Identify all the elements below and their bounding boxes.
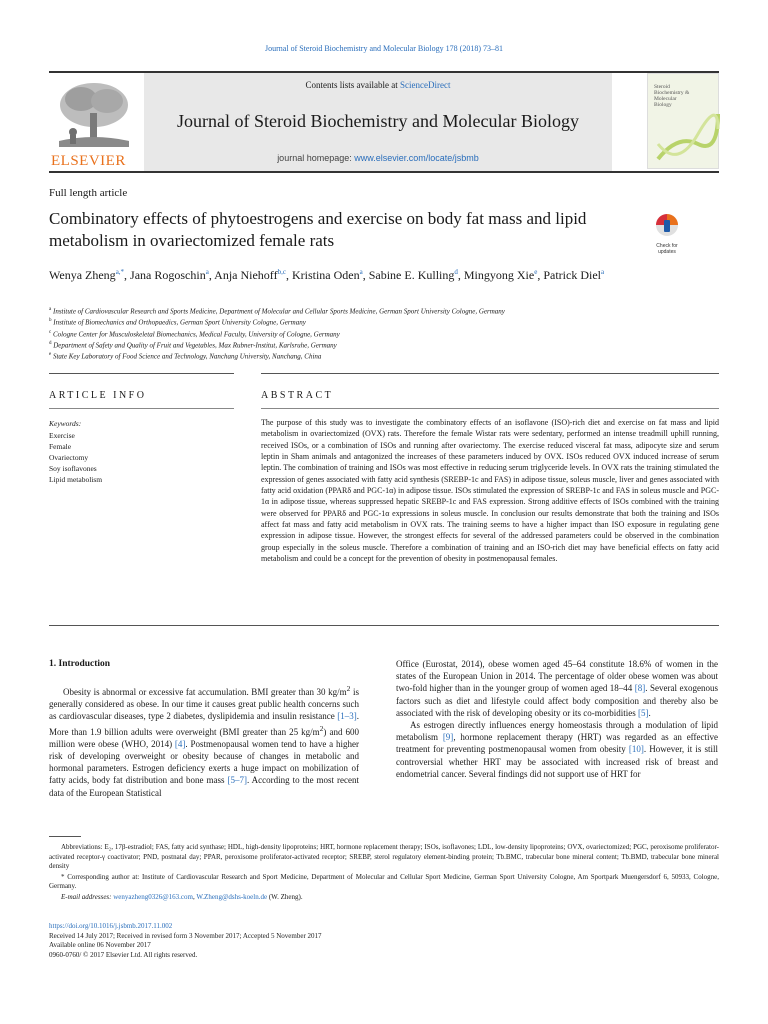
citation-link[interactable]: [9] <box>442 732 454 743</box>
cover-title <box>654 84 689 108</box>
abstract-heading: ABSTRACT <box>261 390 334 401</box>
keyword: Soy isoflavones <box>49 464 97 473</box>
author-affiliation-marker[interactable]: b,c <box>277 268 286 276</box>
affiliations <box>49 305 669 362</box>
author-affiliation-marker[interactable]: e <box>534 268 538 276</box>
author-name[interactable]: Mingyong Xie <box>463 268 535 282</box>
author-name[interactable]: Anja Niehoff <box>214 268 278 282</box>
corresponding-author-footnote: * Corresponding author at: Institute of Cardiovascular Research and Sport Medicine, Department of Molecular and Cellular Sport Medicine, German Sport University Cologne, Am Sportpark Muengersdorf 6, 50933, Cologne, Germany. <box>49 872 719 890</box>
divider <box>49 408 234 409</box>
article-info-heading: ARTICLE INFO <box>49 390 147 401</box>
crossmark-icon <box>650 212 684 238</box>
author-affiliation-marker[interactable]: d <box>454 268 458 276</box>
keyword: Female <box>49 442 72 451</box>
author-name[interactable]: Jana Rogoschin <box>130 268 206 282</box>
publication-info <box>49 922 322 960</box>
paragraph: Office (Eurostat, 2014), obese women aged 45–64 constitute 18.6% of women in the states of the European Union in 2014. The percentage of older obese women was about two-fold higher than in the younger group of women aged 18–44 [8]. Several exogenous factors such as diet and lifestyle could affect body composition and thereby also be associated with the risk of developing obesity or its co-morbidities [5]. <box>396 659 718 718</box>
sciencedirect-link[interactable]: ScienceDirect <box>400 80 451 90</box>
contents-prefix: Contents lists available at <box>305 80 400 90</box>
affiliation: $^a$ Institute of Cardiovascular Research and Sports Medicine, Department of Molecular and Cellular Sports Medicine, German Sport University Cologne, Germany <box>49 307 505 316</box>
abbreviations-footnote: Abbreviations: E₂, 17β-estradiol; FAS, fatty acid synthase; HDL, high-density lipoproteins; HRT, hormone replacement therapy; ISOs, isoflavones; LDL, low-density lipoproteins; OVX, ovariectomized; PGC, peroxisome proliferator-activated receptor-γ coactivator; PND, postnatal day; PPAR, peroxisome proliferator-activated receptor; SREBP, sterol regulatory element-binding protein; Tb.BMC, trabecular bone mineral content; Tb.BMD, trabecular bone mineral density <box>49 843 719 870</box>
divider <box>261 408 719 409</box>
crossmark-label: Check for updates <box>656 243 678 255</box>
copyright: 0960-0760/ © 2017 Elsevier Ltd. All rights reserved. <box>49 950 198 959</box>
author-affiliation-marker[interactable]: a,* <box>115 268 125 276</box>
homepage-prefix: journal homepage: <box>277 153 355 163</box>
journal-reference[interactable]: Journal of Steroid Biochemistry and Molecular Biology 178 (2018) 73–81 <box>265 44 503 53</box>
homepage-link[interactable]: www.elsevier.com/locate/jsbmb <box>354 153 479 163</box>
keyword: Lipid metabolism <box>49 475 103 484</box>
journal-homepage <box>144 153 612 163</box>
divider <box>49 373 234 374</box>
elsevier-wordmark: ELSEVIER <box>51 153 126 169</box>
keyword-list <box>49 430 102 485</box>
affiliation: $^e$ State Key Laboratory of Food Science and Technology, Nanchang University, Nanchang, China <box>49 352 322 361</box>
keywords-label: Keywords: <box>49 419 82 428</box>
online-date: Available online 06 November 2017 <box>49 941 151 949</box>
author-list: Wenya Zheng$^{a,*}$, Jana Rogoschin$^a$, Anja Niehoff$^{b,c}$, Kristina Oden$^a$, Sabine E. Kulling$^d$, Mingyong Xie$^e$, Patrick Diel$^a$ <box>49 268 605 282</box>
journal-masthead <box>49 71 719 173</box>
check-for-updates-badge[interactable] <box>650 212 684 255</box>
email-footnote: E-mail addresses: wenyazheng0326@163.com, W.Zheng@dshs-koeln.de (W. Zheng). <box>61 892 303 901</box>
author-name[interactable]: Wenya Zheng <box>49 268 116 282</box>
tree-icon <box>49 77 139 149</box>
footnotes <box>49 843 719 903</box>
paragraph: Obesity is abnormal or excessive fat accumulation. BMI greater than 30 $kg/m^2$ is generally considered as obese. In our time it causes great public health concerns such as cardiovascular diseases, type 2 diabetes, dyslipidemia and insulin resistance [1–3]. More than 1.9 billion adults were overweight (BMI greater than 25 $kg/m^2$) and 600 million were obese (WHO, 2014) [4]. Postmenopausal women tend to have a higher risk of developing overweight or obesity because of changes in metabolic and hormonal parameters. Estrogen deficiency exerts a huge impact on mobilization of fatty acids, body fat distribution and bone mass [5–7]. According to the most recent data of the European Statistical <box>49 684 360 798</box>
keyword: Ovariectomy <box>49 453 89 462</box>
citation-link[interactable]: [10] <box>628 744 644 755</box>
contents-line <box>144 80 612 90</box>
section-heading: 1. Introduction <box>49 659 111 669</box>
affiliation: $^b$ Institute of Biomechanics and Orthopaedics, German Sport University Cologne, Germany <box>49 318 306 327</box>
citation-link[interactable]: [5–7] <box>227 775 247 786</box>
citation-link[interactable]: [8] <box>634 683 646 694</box>
received-dates: Received 14 July 2017; Received in revised form 3 November 2017; Accepted 5 November 2017 <box>49 931 322 940</box>
doi-link[interactable]: https://doi.org/10.1016/j.jsbmb.2017.11.002 <box>49 922 173 930</box>
cover-line: Molecular <box>654 96 677 102</box>
journal-banner <box>144 73 612 171</box>
divider <box>261 373 719 374</box>
affiliation: $^d$ Department of Safety and Quality of Fruit and Vegetables, Max Rubner-Institut, Karlsruhe, Germany <box>49 340 337 350</box>
citation-link[interactable]: [4] <box>174 738 186 749</box>
email-link[interactable]: wenyazheng0326@163.com <box>113 892 193 901</box>
intro-left-column <box>49 683 359 799</box>
cover-line: Steroid <box>654 84 670 90</box>
affiliation: $^c$ Cologne Center for Musculoskeletal Biomechanics, Medical Faculty, University of Cologne, Germany <box>49 329 340 338</box>
cover-line: Biology <box>654 102 672 108</box>
author-name[interactable]: Patrick Diel <box>543 268 601 282</box>
elsevier-tree-logo <box>49 77 139 167</box>
author-name[interactable]: Kristina Oden <box>291 268 360 282</box>
article-type: Full length article <box>49 187 128 199</box>
author-affiliation-marker[interactable]: a <box>359 268 363 276</box>
divider <box>49 625 719 626</box>
author-name[interactable]: Sabine E. Kulling <box>368 268 455 282</box>
author-affiliation-marker[interactable]: a <box>205 268 209 276</box>
journal-cover-thumbnail[interactable] <box>647 73 719 169</box>
article-title: Combinatory effects of phytoestrogens and exercise on body fat mass and lipid metabolism in ovariectomized female rats <box>49 209 587 250</box>
intro-right-column <box>396 658 718 780</box>
citation-link[interactable]: [1–3] <box>337 711 357 722</box>
journal-name: Journal of Steroid Biochemistry and Molecular Biology <box>177 111 579 131</box>
citation-link[interactable]: [5] <box>637 707 649 718</box>
abstract-text: The purpose of this study was to investigate the combinatory effects of an isoflavone (ISO)-rich diet and exercise on fat mass and lipid metabolism in ovariectomized (OVX) rats. Therefore the female Wistar rats were sedentary, performed an intense treadmill uphill running, received ISOs, or a combination of ISOs and running after ovariectomy. The exercise reduced visceral fat mass, adipocyte size and serum leptin in Sham animals and antagonized the increases of these parameters induced by OVX. ISOs reduced OVX induced increase of serum leptin. The combination of training and ISOs was most effective in reducing serum triglyceride levels. In OVX rats the training stimulated the expression of genes associated with fatty acid synthesis (SREBP-1c and FAS) in adipose tissue, soleus muscle, liver and genes associated with fatty acid oxidation (PPARδ and PGC-1α) in adipose tissue. ISOs stimulated the expression of SREBP-1c and FAS in soleus muscle and PGC-1α in adipose tissue, whereas suppressed hepatic SREBP-1c and FAS expression. Strong additive effects of ISOs combined with the training were observed for PPARδ and PGC-1α expressions in soleus muscle. In conclusion our results demonstrate that both the training and ISOs affect fat mass and fatty acid metabolism in OVX rats. The training seems to have a higher impact than ISO exposure in regulating gene expression in adipose tissue. However, the strongest effects for several of the addressed parameters could be observed in the combination group especially in the soleus muscle. Therefore a combination of training and an ISO-rich diet may have beneficial effects on fatty acid metabolism and could be a concept for the prevention of obesity in postmenopausal females. <box>261 418 719 564</box>
cover-line: Biochemistry & <box>654 90 690 96</box>
paragraph: As estrogen directly influences energy homeostasis through a modulation of lipid metabolism [9], hormone replacement therapy (HRT) was regarded as an effective treatment for preventing postmenopausal women from obesity [10]. However, it is still controversial whether HRT may be associated with increased risk of breast and endometrial cancer. Several findings did not support use of HRT for <box>396 720 719 779</box>
keyword: Exercise <box>49 431 75 440</box>
email-link[interactable]: W.Zheng@dshs-koeln.de <box>196 892 268 901</box>
footnote-rule <box>49 836 81 837</box>
author-affiliation-marker[interactable]: a <box>601 268 605 276</box>
